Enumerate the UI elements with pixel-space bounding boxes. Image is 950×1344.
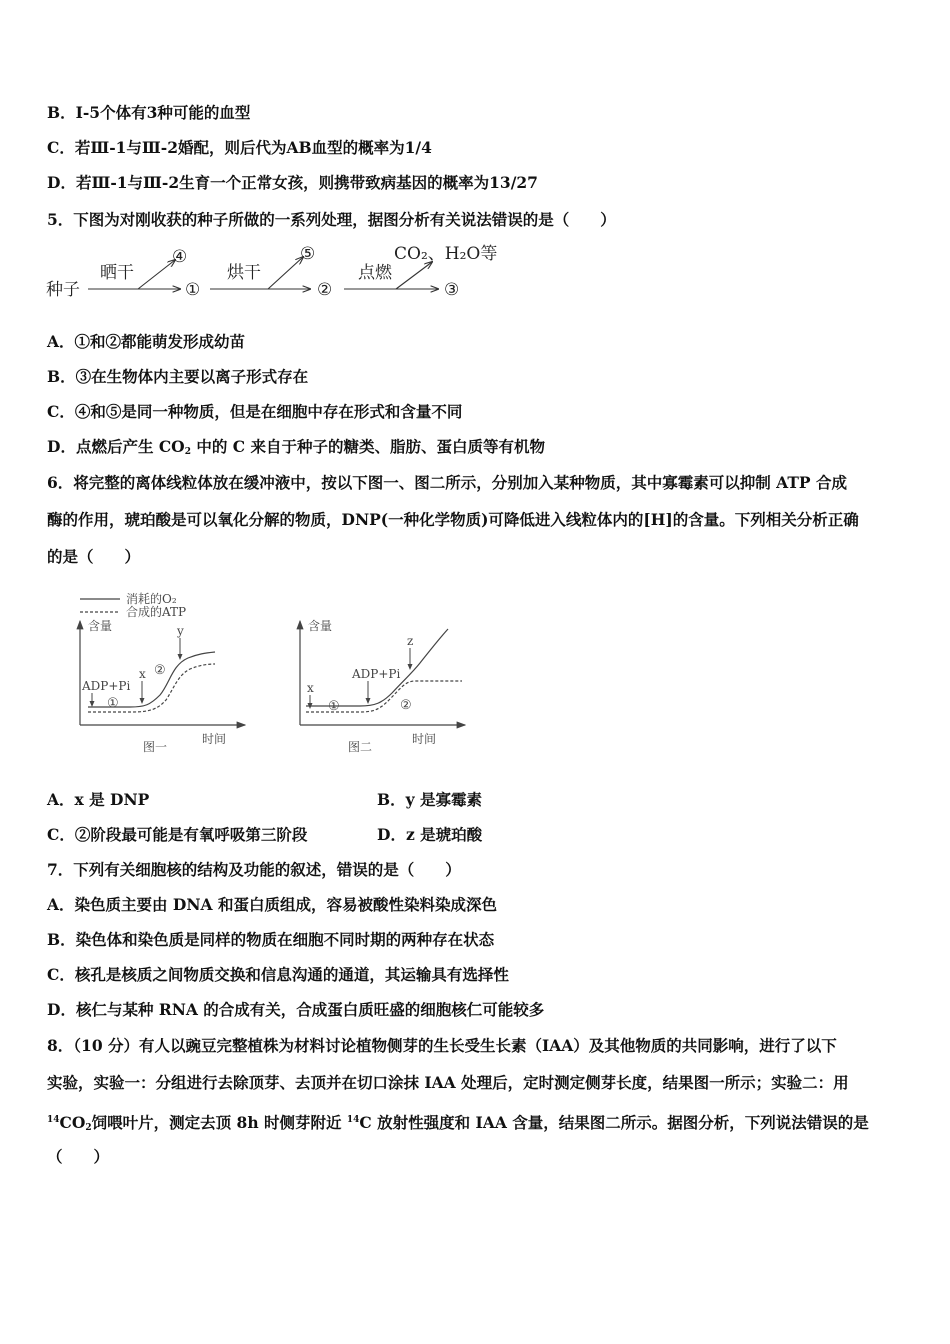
fig1-caption: 图一 <box>143 740 168 754</box>
q5-out1: ① <box>185 280 201 300</box>
fig1-x-label: x <box>139 667 146 681</box>
q8-stem-line4: （ ） <box>47 1147 110 1166</box>
q6-figures <box>70 585 480 760</box>
fig2-ylabel: 含量 <box>308 619 333 633</box>
q5-step3-label: 点燃 <box>358 263 392 283</box>
q5-step2-label: 烘干 <box>227 263 261 283</box>
q5-stem: 5．下图为对刚收获的种子所做的一系列处理，据图分析有关说法错误的是（ ） <box>47 210 616 229</box>
fig1-stage2: ② <box>154 663 166 678</box>
q5-option-d: D．点燃后产生 $CO_2$ 中的 C 来自于种子的糖类、脂肪、蛋白质等有机物 <box>47 437 545 457</box>
q5-process-diagram <box>40 238 510 308</box>
fig1-adp-label: ADP+Pi <box>82 679 131 693</box>
q7-option-d: D．核仁与某种 RNA 的合成有关，合成蛋白质旺盛的细胞核仁可能较多 <box>47 1000 545 1019</box>
fig1-xlabel: 时间 <box>202 732 227 746</box>
q5-arrow-5 <box>268 257 303 289</box>
q4-option-d: D．若Ⅲ-1与Ⅲ-2生育一个正常女孩，则携带致病基因的概率为13/27 <box>47 173 538 192</box>
fig1-y-label: y <box>177 624 184 638</box>
legend-o2: 消耗的O₂ <box>126 592 177 606</box>
q5-seed-label: 种子 <box>46 280 80 300</box>
q6-option-c: C．②阶段最可能是有氧呼吸第三阶段 <box>47 825 308 844</box>
q6-figure-1 <box>80 619 245 754</box>
q5-side4: ④ <box>172 247 188 267</box>
q5-arrow-4 <box>138 260 175 289</box>
q6-stem-line2: 酶的作用，琥珀酸是可以氧化分解的物质，DNP(一种化学物质)可降低进入线粒体内的[H]的含量。下列相关分析正确 <box>47 510 859 529</box>
q5-arrow-products <box>396 262 432 289</box>
q5-side5: ⑤ <box>300 244 316 264</box>
q7-stem: 7．下列有关细胞核的结构及功能的叙述，错误的是（ ） <box>47 860 461 879</box>
fig2-stage1: ① <box>328 699 340 714</box>
fig2-adp-label: ADP+Pi <box>352 667 401 681</box>
fig2-z-label: z <box>407 634 414 648</box>
q7-option-a: A．染色质主要由 DNA 和蛋白质组成，容易被酸性染料染成深色 <box>47 895 497 914</box>
q8-stem-line2: 实验，实验一：分组进行去除顶芽、去顶并在切口涂抹 IAA 处理后，定时测定侧芽长度，结果图一所示；实验二：用 <box>47 1073 849 1092</box>
q5-option-a: A．①和②都能萌发形成幼苗 <box>47 332 246 351</box>
legend-atp: 合成的ATP <box>126 605 187 619</box>
q6-stem-line3: 的是（ ） <box>47 547 141 566</box>
fig1-ylabel: 含量 <box>88 619 113 633</box>
fig2-caption: 图二 <box>348 740 373 754</box>
q8-stem-line3: $^{14}CO_2$饲喂叶片，测定去顶 8h 时侧芽附近 $^{14}$C 放射性强度和 IAA 含量，结果图二所示。据图分析，下列说法错误的是 <box>47 1113 869 1133</box>
fig2-x-label: x <box>307 681 314 695</box>
fig2-stage2: ② <box>400 698 412 713</box>
q6-figure-2 <box>300 619 465 754</box>
q6-stem-line1: 6．将完整的离体线粒体放在缓冲液中，按以下图一、图二所示，分别加入某种物质，其中寡霉素可以抑制 ATP 合成 <box>47 473 847 492</box>
q5-option-b: B．③在生物体内主要以离子形式存在 <box>47 367 309 386</box>
q6-legend <box>80 591 186 619</box>
q6-option-b: B．y 是寡霉素 <box>377 790 483 809</box>
q8-stem-line1: 8．（10 分）有人以豌豆完整植株为材料讨论植物侧芽的生长受生长素（IAA）及其他物质的共同影响，进行了以下 <box>47 1036 837 1055</box>
q5-step1-label: 晒干 <box>100 263 134 283</box>
fig1-stage1: ① <box>107 696 119 711</box>
q7-option-c: C．核孔是核质之间物质交换和信息沟通的通道，其运输具有选择性 <box>47 965 509 984</box>
q5-out2: ② <box>317 280 333 300</box>
q6-option-a: A．x 是 DNP <box>47 790 150 809</box>
q5-option-c: C．④和⑤是同一种物质，但是在细胞中存在形式和含量不同 <box>47 402 463 421</box>
q4-option-c: C．若Ⅲ-1与Ⅲ-2婚配，则后代为AB血型的概率为1/4 <box>47 138 432 157</box>
fig2-xlabel: 时间 <box>412 732 437 746</box>
q4-option-b: B．Ⅰ-5个体有3种可能的血型 <box>47 103 251 122</box>
q5-out3: ③ <box>444 280 460 300</box>
q7-option-b: B．染色体和染色质是同样的物质在细胞不同时期的两种存在状态 <box>47 930 495 949</box>
q6-option-d: D．z 是琥珀酸 <box>377 825 483 844</box>
q5-products: CO₂、H₂O等 <box>394 244 498 264</box>
